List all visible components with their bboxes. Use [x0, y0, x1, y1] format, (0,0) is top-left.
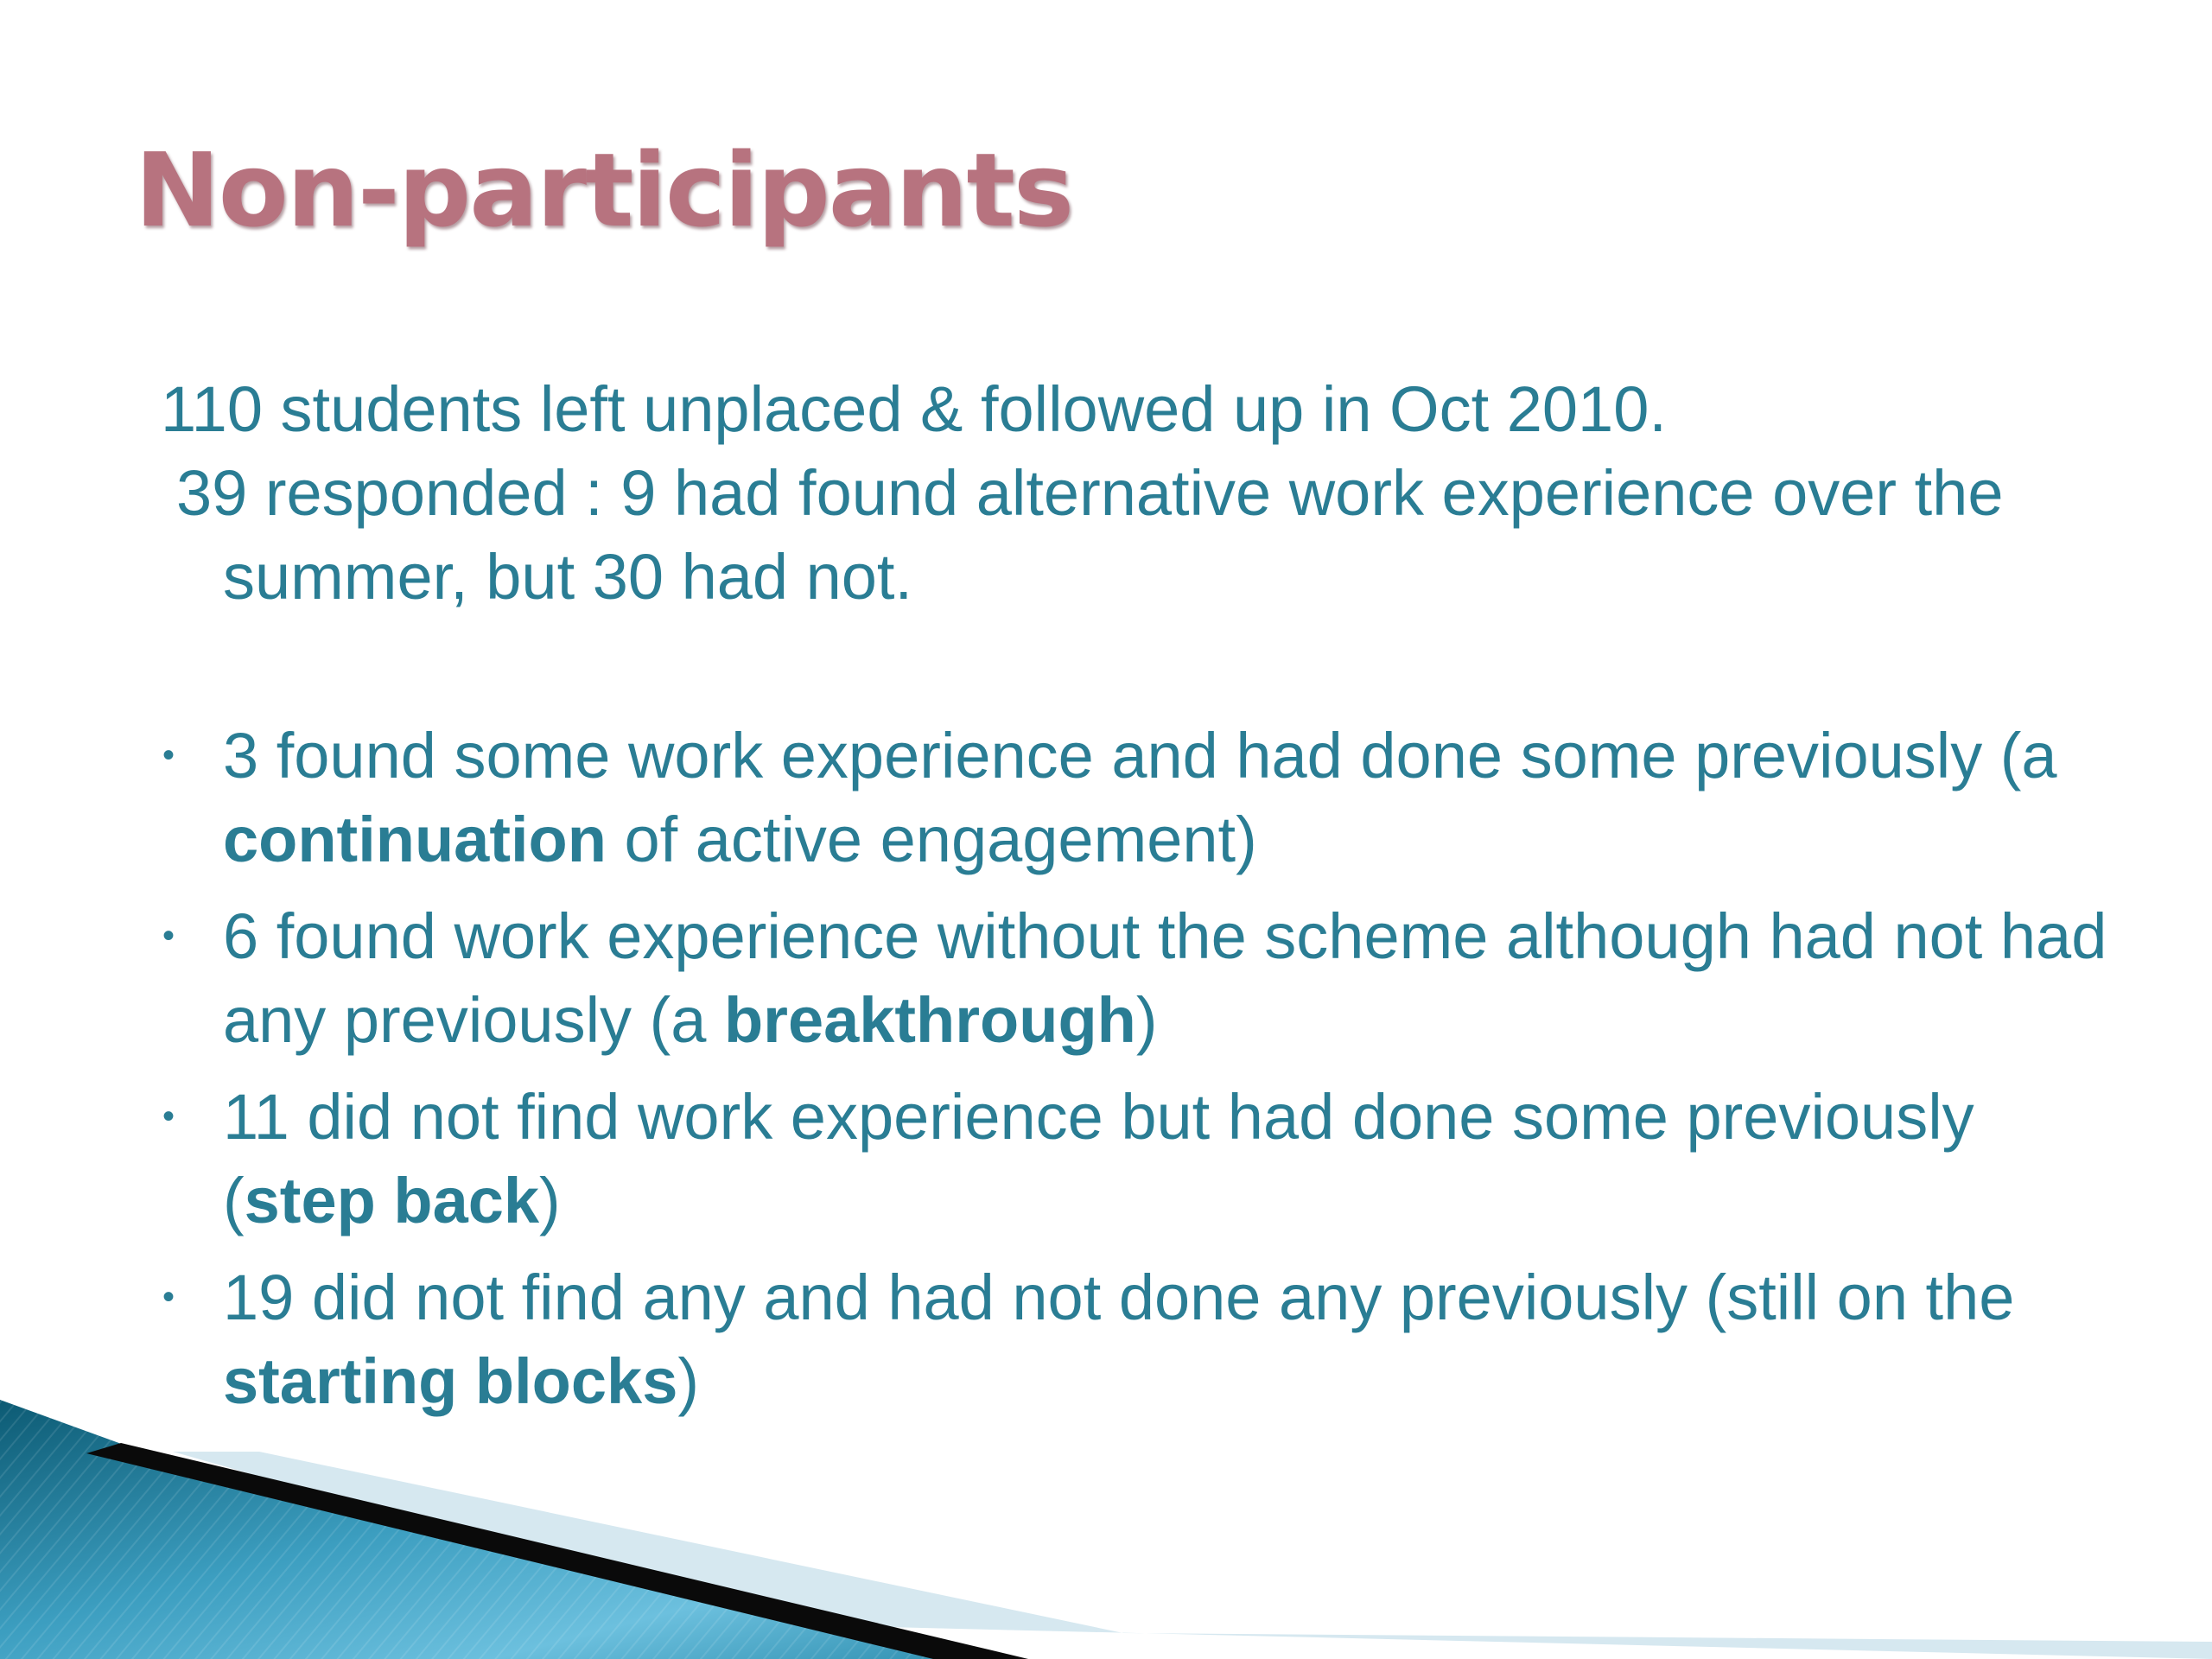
- bullet-text: 11 did not find work experience but had done some previously (: [223, 1081, 1974, 1236]
- bullet-item: [161, 714, 2131, 881]
- bullet-emphasis: starting blocks: [223, 1345, 678, 1417]
- bullet-text: ): [1135, 984, 1158, 1056]
- bullet-text: 3 found some work experience and had done some previously (a: [223, 720, 2057, 791]
- bullet-item: [161, 1075, 2131, 1243]
- bullet-text: ): [539, 1165, 561, 1236]
- paragraph-spacer: [161, 619, 2131, 714]
- bullet-emphasis: continuation: [223, 804, 607, 875]
- bullet-text: 6 found work experience without the scheme although had not had any previously (a: [223, 900, 2107, 1056]
- bullet-list: [161, 714, 2131, 1423]
- bullet-dot-icon: •: [162, 736, 175, 774]
- bullet-emphasis: step back: [244, 1165, 540, 1236]
- intro-line-1: 110 students left unplaced & followed up in Oct 2010.: [161, 373, 1667, 445]
- slide-title: Non-participants: [135, 130, 1073, 250]
- bullet-dot-icon: •: [162, 1278, 175, 1316]
- bullet-text: ): [677, 1345, 700, 1417]
- bullet-dot-icon: •: [162, 917, 175, 955]
- bullet-text: 19 did not find any and had not done any previously (still on the: [223, 1262, 2015, 1333]
- bullet-item: [161, 894, 2131, 1062]
- bullet-text: of active engagement): [606, 804, 1257, 875]
- bullet-dot-icon: •: [162, 1097, 175, 1135]
- intro-line-2: 39 responded : 9 had found alternative work experience over the summer, but 30 had not.: [176, 457, 2004, 613]
- corner-swoosh-decoration: [0, 1382, 2212, 1659]
- slide-body: [161, 367, 2131, 1436]
- bullet-emphasis: breakthrough: [723, 984, 1136, 1056]
